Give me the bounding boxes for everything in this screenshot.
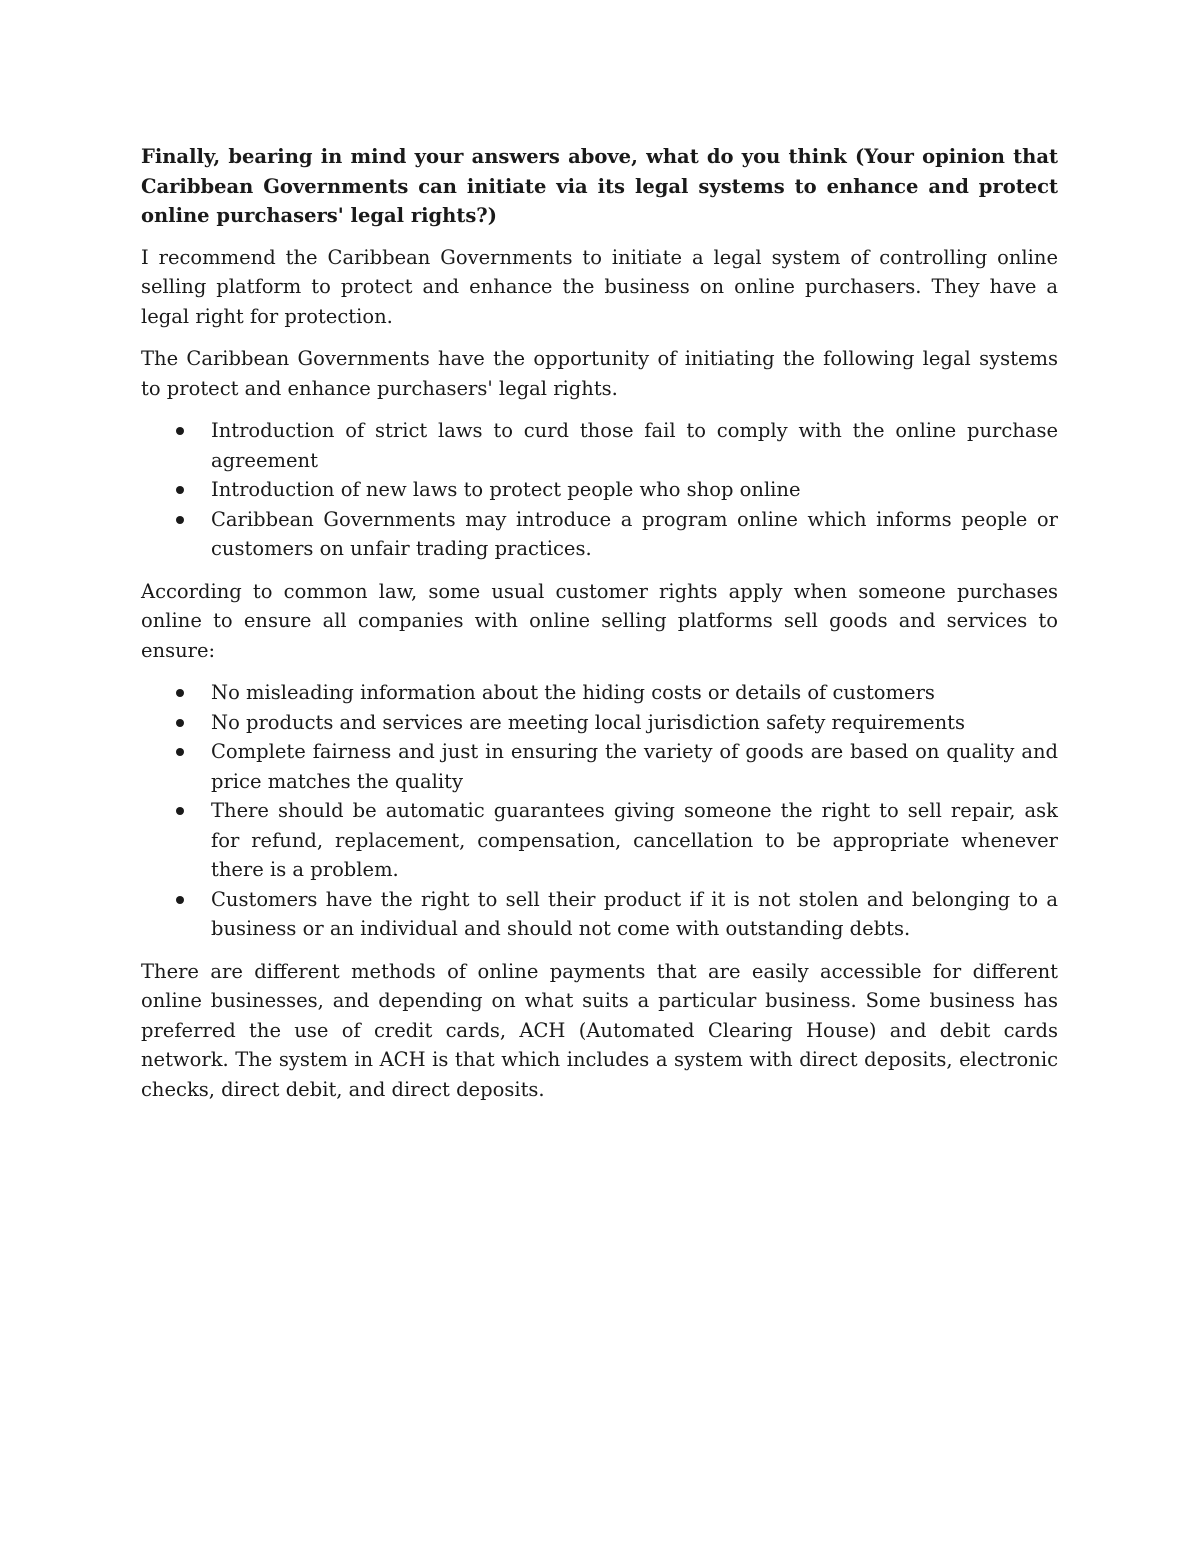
list-item-text: Introduction of strict laws to curd those fail to comply with the online purchase agreement <box>211 419 1058 472</box>
list-item-text: There should be automatic guarantees giving someone the right to sell repair, ask for refund, replacement, compensation, cancellation to be appropriate whenever there is a problem. <box>211 799 1058 881</box>
question-heading: Finally, bearing in mind your answers above, what do you think (Your opinion that Caribbean Governments can initiate via its legal systems to enhance and protect online purchasers' legal rights?) <box>141 145 1058 227</box>
bullet-icon <box>176 748 184 756</box>
list-item-text: Introduction of new laws to protect people who shop online <box>211 478 801 501</box>
paragraph-opportunity: The Caribbean Governments have the opportunity of initiating the following legal systems to protect and enhance purchasers' legal rights. <box>141 347 1058 400</box>
list-item <box>141 416 1058 475</box>
list-item-text: Customers have the right to sell their product if it is not stolen and belonging to a business or an individual and should not come with outstanding debts. <box>211 887 1058 940</box>
legal-systems-list <box>141 416 1058 564</box>
list-item <box>141 885 1058 944</box>
list-item <box>141 737 1058 796</box>
document-page <box>141 142 1058 1117</box>
paragraph-common-law: According to common law, some usual customer rights apply when someone purchases online to ensure all companies with online selling platforms sell goods and services to ensure: <box>141 579 1058 662</box>
bullet-icon <box>176 719 184 727</box>
list-item <box>141 505 1058 564</box>
paragraph-payments: There are different methods of online payments that are easily accessible for different online businesses, and depending on what suits a particular business. Some business has preferred the use of credit cards, ACH (Automated Clearing House) and debit cards network. The system in ACH is that which includes a system with direct deposits, electronic checks, direct debit, and direct deposits. <box>141 959 1058 1101</box>
list-item-text: Complete fairness and just in ensuring the variety of goods are based on quality and price matches the quality <box>211 740 1058 793</box>
customer-rights-list <box>141 678 1058 944</box>
bullet-icon <box>176 516 184 524</box>
list-item <box>141 708 1058 738</box>
bullet-icon <box>176 486 184 494</box>
list-item-text: No misleading information about the hiding costs or details of customers <box>211 681 935 704</box>
list-item-text: Caribbean Governments may introduce a program online which informs people or customers on unfair trading practices. <box>211 507 1058 560</box>
bullet-icon <box>176 896 184 904</box>
bullet-icon <box>176 689 184 697</box>
list-item-text: No products and services are meeting local jurisdiction safety requirements <box>211 710 965 734</box>
bullet-icon <box>176 427 184 435</box>
paragraph-recommendation: I recommend the Caribbean Governments to initiate a legal system of controlling online selling platform to protect and enhance the business on online purchasers. They have a legal right for protection. <box>141 245 1058 328</box>
list-item <box>141 475 1058 505</box>
list-item <box>141 796 1058 885</box>
list-item <box>141 678 1058 708</box>
bullet-icon <box>176 807 184 815</box>
